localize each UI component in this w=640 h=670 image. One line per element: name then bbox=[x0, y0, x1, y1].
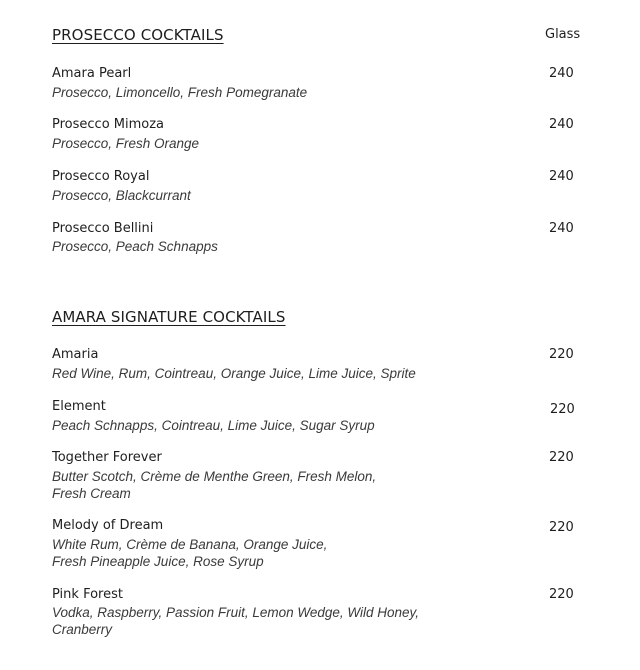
item-price: 220 bbox=[549, 450, 574, 465]
item-name: Prosecco Royal bbox=[52, 169, 150, 184]
item-price: 220 bbox=[549, 347, 574, 362]
item-price: 220 bbox=[550, 402, 575, 417]
item-name: Prosecco Mimoza bbox=[52, 117, 165, 132]
item-name: Pink Forest bbox=[52, 587, 123, 602]
item-name: Together Forever bbox=[52, 450, 162, 465]
item-name: Melody of Dream bbox=[52, 518, 164, 533]
item-name: Amara Pearl bbox=[52, 66, 132, 81]
item-description: Prosecco, Blackcurrant bbox=[52, 188, 191, 203]
item-price: 240 bbox=[549, 169, 574, 184]
item-description: Vodka, Raspberry, Passion Fruit, Lemon Wedge, Wild Honey, bbox=[52, 605, 420, 620]
item-price: 220 bbox=[549, 520, 574, 535]
item-description: Butter Scotch, Crème de Menthe Green, Fresh Melon, bbox=[52, 469, 377, 484]
item-price: 240 bbox=[549, 221, 574, 236]
item-description: Prosecco, Peach Schnapps bbox=[52, 239, 218, 254]
item-description: Prosecco, Limoncello, Fresh Pomegranate bbox=[52, 85, 308, 100]
item-description: Prosecco, Fresh Orange bbox=[52, 136, 200, 151]
item-name: Amaria bbox=[52, 347, 99, 362]
section-title-prosecco: PROSECCO COCKTAILS bbox=[52, 26, 224, 44]
item-description: Cranberry bbox=[52, 622, 113, 637]
item-description: Fresh Cream bbox=[52, 486, 131, 501]
item-description: Red Wine, Rum, Cointreau, Orange Juice, Lime Juice, Sprite bbox=[52, 366, 416, 381]
item-description: White Rum, Crème de Banana, Orange Juice, bbox=[52, 537, 328, 552]
section-title-signature: AMARA SIGNATURE COCKTAILS bbox=[52, 308, 286, 326]
price-column-header: Glass bbox=[545, 27, 581, 42]
item-description: Peach Schnapps, Cointreau, Lime Juice, Sugar Syrup bbox=[52, 418, 375, 433]
item-price: 240 bbox=[549, 66, 574, 81]
item-name: Prosecco Bellini bbox=[52, 221, 154, 236]
item-description: Fresh Pineapple Juice, Rose Syrup bbox=[52, 554, 264, 569]
item-price: 220 bbox=[549, 587, 574, 602]
item-name: Element bbox=[52, 399, 106, 414]
item-price: 240 bbox=[549, 117, 574, 132]
